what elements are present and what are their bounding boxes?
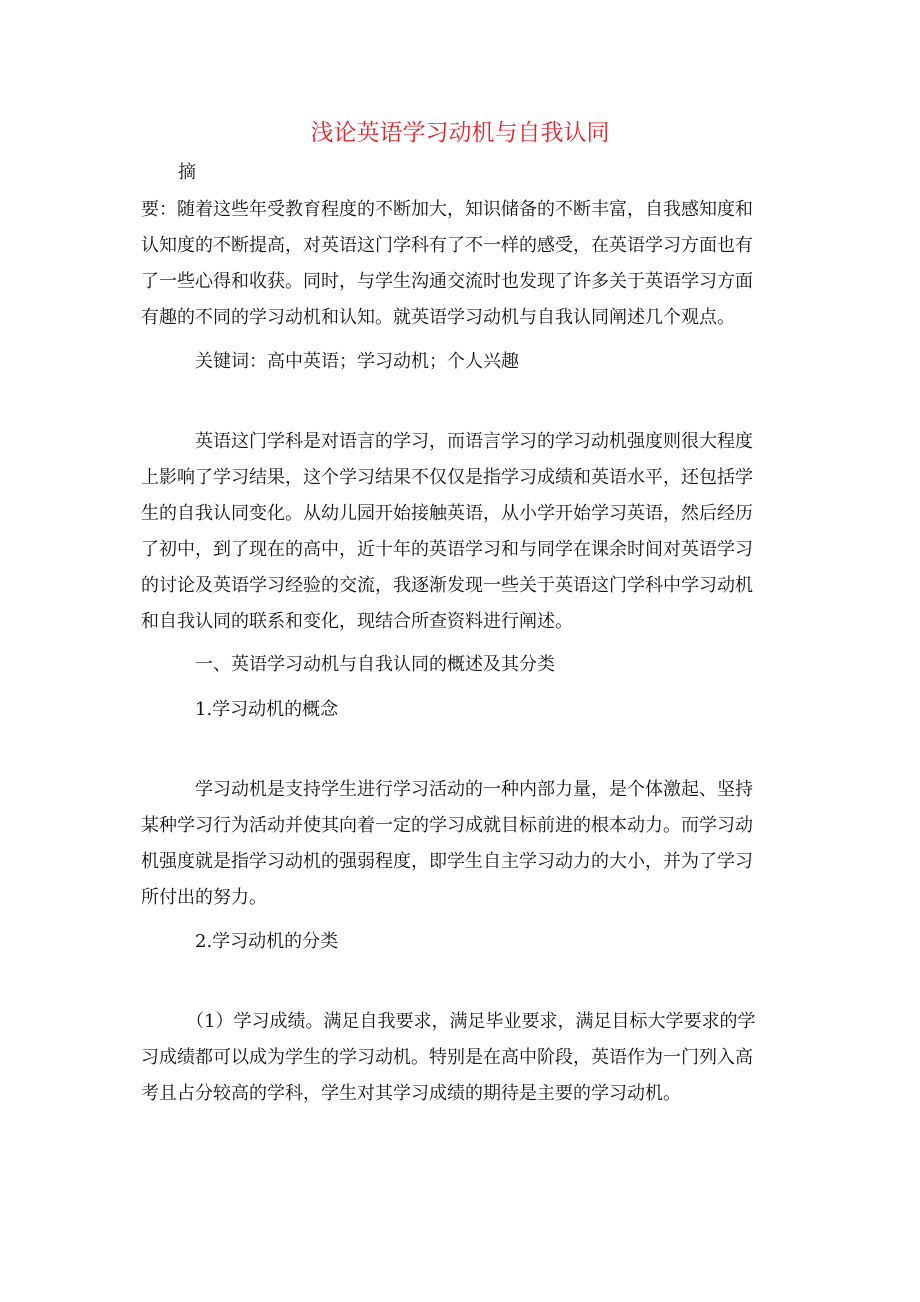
paragraph-line: 某种学习行为活动并使其向着一定的学习成就目标前进的根本动力。而学习动	[141, 815, 753, 836]
intro-line: 英语这门学科是对语言的学习，而语言学习的学习动机强度则很大程度	[195, 431, 753, 452]
intro-line: 生的自我认同变化。从幼儿园开始接触英语，从小学开始学习英语，然后经历	[141, 503, 753, 524]
paragraph-line: 机强度就是指学习动机的强弱程度，即学生自主学习动力的大小，并为了学习	[141, 851, 753, 872]
abstract-line: 了一些心得和收获。同时，与学生沟通交流时也发现了许多关于英语学习方面	[141, 271, 753, 292]
abstract-line: 认知度的不断提高，对英语这门学科有了不一样的感受，在英语学习方面也有	[141, 235, 753, 256]
keywords: 关键词：高中英语；学习动机；个人兴趣	[195, 351, 519, 372]
abstract-label: 摘	[178, 162, 196, 183]
paragraph-line: 学习动机是支持学生进行学习活动的一种内部力量，是个体激起、坚持	[195, 779, 753, 800]
subsection-heading: 1.学习动机的概念	[195, 699, 339, 720]
intro-line: 的讨论及英语学习经验的交流，我逐渐发现一些关于英语这门学科中学习动机	[141, 575, 753, 596]
subsection-heading: 2.学习动机的分类	[195, 931, 339, 952]
intro-line: 上影响了学习结果，这个学习结果不仅仅是指学习成绩和英语水平，还包括学	[141, 467, 753, 488]
abstract-line: 要：随着这些年受教育程度的不断加大，知识储备的不断丰富，自我感知度和	[141, 199, 753, 220]
abstract-line: 有趣的不同的学习动机和认知。就英语学习动机与自我认同阐述几个观点。	[141, 307, 735, 328]
document-title: 浅论英语学习动机与自我认同	[310, 120, 610, 146]
paragraph-line: （1）学习成绩。满足自我要求，满足毕业要求，满足目标大学要求的学	[186, 1011, 756, 1032]
paragraph-line: 习成绩都可以成为学生的学习动机。特别是在高中阶段，英语作为一门列入高	[141, 1047, 753, 1068]
paragraph-line: 所付出的努力。	[141, 887, 267, 908]
paragraph-line: 考且占分较高的学科，学生对其学习成绩的期待是主要的学习动机。	[141, 1083, 681, 1104]
intro-line: 了初中，到了现在的高中，近十年的英语学习和与同学在课余时间对英语学习	[141, 539, 753, 560]
intro-line: 和自我认同的联系和变化，现结合所查资料进行阐述。	[141, 611, 573, 632]
section-heading: 一、英语学习动机与自我认同的概述及其分类	[195, 654, 555, 675]
